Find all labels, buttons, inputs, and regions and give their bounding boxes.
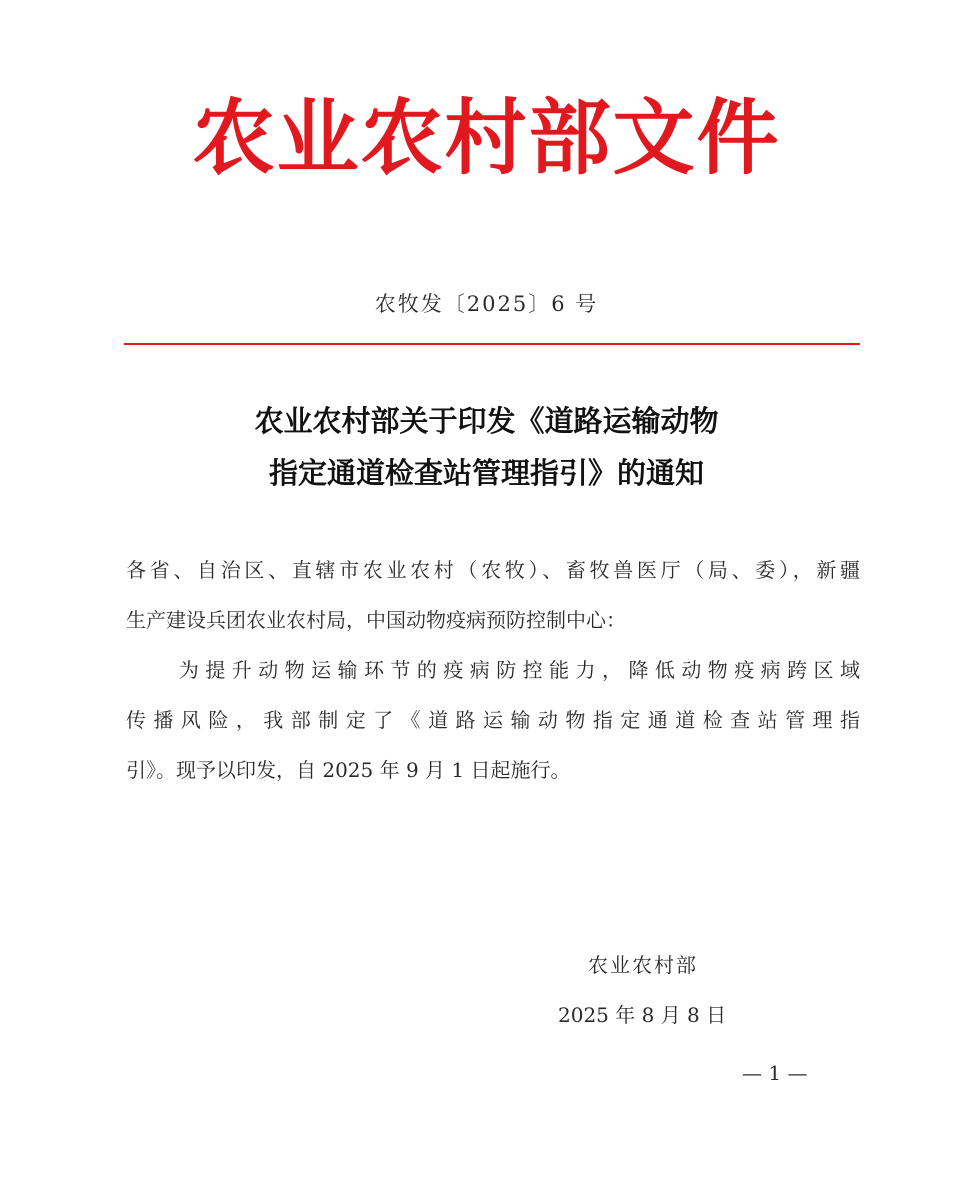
- body-paragraph-line-3: 引》。现予以印发，自 2025 年 9 月 1 日起施行。: [126, 758, 571, 782]
- body-paragraph-line-1: 为提升动物运输环节的疫病防控能力，降低动物疫病跨区域: [126, 658, 860, 682]
- body-paragraph-line-2: 传播风险，我部制定了《道路运输动物指定通道检查站管理指: [126, 708, 860, 732]
- signature-date: 2025 年 8 月 8 日: [558, 1003, 727, 1027]
- addressee-line-2: 生产建设兵团农业农村局，中国动物疫病预防控制中心：: [126, 608, 626, 632]
- document-number: 农牧发〔2025〕6 号: [374, 292, 599, 316]
- page-number: — 1 —: [742, 1061, 808, 1085]
- red-divider-line: [124, 343, 860, 345]
- document-title-line-1: 农业农村部关于印发《道路运输动物: [254, 404, 719, 438]
- signature-organization: 农业农村部: [588, 953, 698, 977]
- document-title-line-2: 指定通道检查站管理指引》的通知: [268, 456, 704, 490]
- addressee-line-1: 各省、自治区、直辖市农业农村（农牧）、畜牧兽医厅（局、委），新疆: [126, 558, 860, 582]
- document-masthead: 农业农村部文件: [192, 90, 781, 186]
